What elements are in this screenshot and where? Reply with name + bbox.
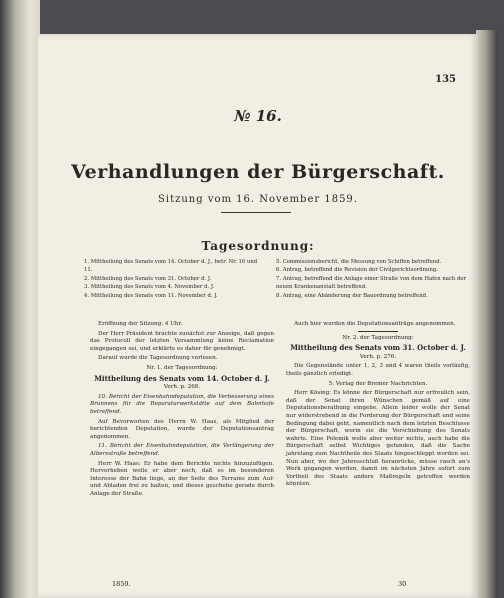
section-heading: Nr. 1. der Tagesordnung: xyxy=(146,364,218,371)
agenda-item: 5. Commissionsbericht, die Messung von Schiffen betreffend. xyxy=(276,259,442,265)
session-date: Sitzung vom 16. November 1859. xyxy=(158,194,358,205)
paragraph: Auch hier wurden die Deputationsanträge angenommen. xyxy=(294,321,456,327)
reference: Verh. p. 276. xyxy=(359,353,397,360)
title-divider xyxy=(221,212,291,213)
agenda-item: 3. Mittheilung des Senats vom 4. November d. J. xyxy=(84,284,215,291)
report-title: 11. Bericht der Eisenbahndeputation, die Verlängerung der Albersstraße betreffend. xyxy=(90,443,274,457)
left-column xyxy=(90,321,274,500)
paragraph: Die Gegenstände unter 1, 2, 3 und 4 waren theils vorläufig, theils gänzlich erledigt. xyxy=(286,363,470,377)
agenda xyxy=(84,258,476,316)
agenda-item: 2. Mittheilung des Senats vom 31. October d. J. xyxy=(84,275,212,282)
section-heading: Nr. 2. der Tagesordnung: xyxy=(342,334,414,341)
signature-mark: 30 xyxy=(398,580,407,588)
agenda-item: 1. Mittheilung des Senats vom 14. October d. J., betr. Nr. 10 und 11. xyxy=(84,259,258,274)
paragraph: Herr W. Haas: Er habe dem Berichte nichts hinzuzufügen. Hervorheben wolle er aber noch, daß es im besonderen Interesse der Bahn liege, an der Seite des Terrains zum Auf- und Abladen frei zu halten, und dieses geschehe gerade durch Anlage der Straße. xyxy=(90,460,274,497)
divider xyxy=(358,331,398,332)
footer-year: 1859. xyxy=(112,580,131,588)
agenda-left-list xyxy=(84,258,262,316)
paragraph: Auf Bevorworten des Herrn W. Haas, als Mitglied der berichtenden Deputation, wurde der Deputationsantrag angenommen. xyxy=(90,418,274,440)
agenda-item: 8. Antrag, eine Abänderung der Bauordnung betreffend. xyxy=(276,292,428,299)
section-title: Mittheilung des Senats vom 31. October d. J. xyxy=(290,343,466,353)
document-page xyxy=(38,34,478,598)
subsection-title: 5. Verlag der Bremer Nachrichten. xyxy=(328,380,428,387)
agenda-heading: Tagesordnung: xyxy=(201,239,315,253)
report-title: 10. Bericht der Eisenbahndeputation, die Verbesserung eines Brunnens für die Reparaturwerkstätte auf dem Bahnhofe betreffend. xyxy=(90,393,274,415)
agenda-item: 4. Mittheilung des Senats vom 11. November d. J. xyxy=(84,292,218,299)
paragraph: Darauf wurde die Tagesordnung verlesen. xyxy=(98,355,218,362)
page-edge xyxy=(476,30,498,598)
page-title: Verhandlungen der Bürgerschaft. xyxy=(71,161,445,183)
agenda-right-list xyxy=(276,258,476,316)
paragraph: Der Herr Präsident brachte zunächst zur Anzeige, daß gegen das Protocoll der letzten Versammlung keine Reclamation eingegangen sei, und erklärte es daher für genehmigt. xyxy=(90,330,274,352)
page-number: 135 xyxy=(435,74,456,85)
section-title: Mittheilung des Senats vom 14. October d. J. xyxy=(94,373,270,383)
book-spine xyxy=(0,0,40,598)
right-column xyxy=(286,321,470,491)
reference: Verh. p. 268. xyxy=(163,384,201,391)
paragraph: Eröffnung der Sitzung: 4 Uhr. xyxy=(98,321,183,327)
agenda-item: 7. Antrag, betreffend die Anlage einer Straße von dem Hafen nach der neuen Krankenanstalt betreffend. xyxy=(276,275,467,291)
issue-number: № 16. xyxy=(234,107,282,125)
agenda-item: 6. Antrag, betreffend die Revision der Civilgerichtsordnung. xyxy=(276,267,438,274)
paragraph: Herr Kösing: Es könne der Bürgerschaft nur erfreulich sein, daß der Senat ihren Wünschen gemäß auf eine Deputationsberathung eingehe. Allein leider wolle der Senat nur widerstrebend in die Forderung der Bürgerschaft und seine Bedingung dabei geht, namentlich nach dem letzten Beschlusse der Bürgerschaft, worin sie die Verschiebung des Senats wahrte. Eine Polemik wolle aber weiter nichts, auch habe die Bürgerschaft selbst Wichtiges gefunden, daß die Sache jahrelang zum Nachtheile des Staats hingeschleppt worden sei. Nun aber, wo der Jahresschluß heranrücke, müsse rasch an's Werk gegangen werden, damit im nächsten Jahre sofort zum Vortheil des Staats andere Maßregeln getroffen werden könnten. xyxy=(286,390,470,488)
